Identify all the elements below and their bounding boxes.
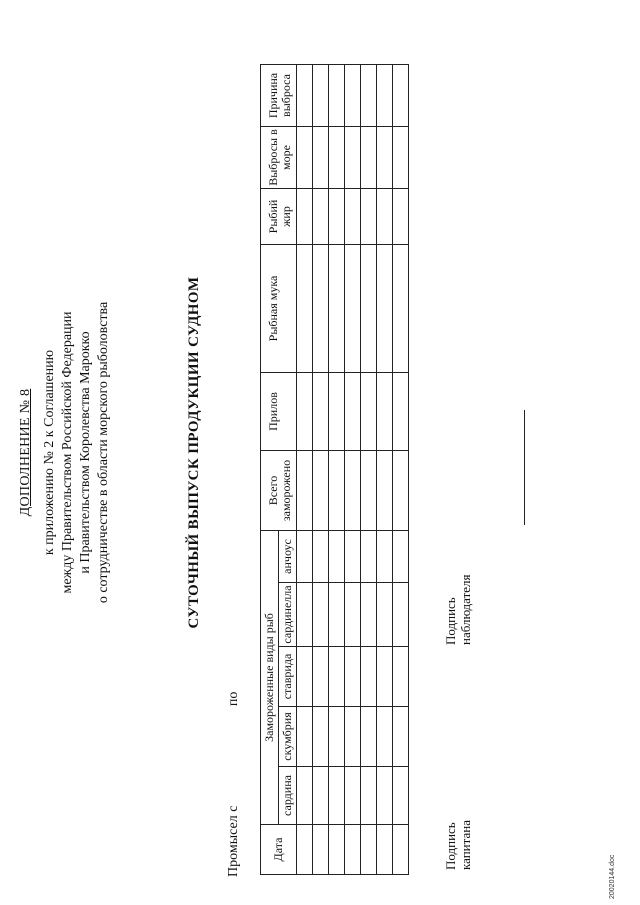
appendix-subtitle-line: между Правительством Российской Федерации: [60, 311, 75, 594]
table-cell[interactable]: [361, 583, 377, 647]
table-cell[interactable]: [393, 65, 409, 127]
file-code: 20020144.doc: [609, 854, 616, 899]
table-cell[interactable]: [393, 127, 409, 189]
table-cell[interactable]: [313, 767, 329, 825]
table-cell[interactable]: [345, 767, 361, 825]
col-discard-reason-header: Причина выброса: [261, 65, 297, 127]
table-cell[interactable]: [329, 65, 345, 127]
table-cell[interactable]: [361, 647, 377, 707]
table-cell[interactable]: [297, 245, 313, 373]
table-cell[interactable]: [297, 767, 313, 825]
table-cell[interactable]: [297, 825, 313, 875]
table-cell[interactable]: [297, 531, 313, 583]
table-cell[interactable]: [329, 373, 345, 451]
table-row: [377, 65, 393, 875]
table-cell[interactable]: [377, 65, 393, 127]
table-cell[interactable]: [393, 189, 409, 245]
frozen-group-header: Замороженные виды рыб: [261, 531, 279, 825]
table-cell[interactable]: [313, 531, 329, 583]
table-cell[interactable]: [377, 825, 393, 875]
table-cell[interactable]: [313, 647, 329, 707]
table-cell[interactable]: [345, 531, 361, 583]
col-prilov-header: Прилов: [261, 373, 297, 451]
table-cell[interactable]: [313, 451, 329, 531]
table-cell[interactable]: [361, 707, 377, 767]
table-cell[interactable]: [345, 373, 361, 451]
col-discard-header: Выбросы в море: [261, 127, 297, 189]
captain-signature-label: [443, 820, 473, 870]
table-cell[interactable]: [313, 189, 329, 245]
table-cell[interactable]: [393, 245, 409, 373]
col-sardina-header: сардина: [279, 767, 297, 825]
table-cell[interactable]: [345, 583, 361, 647]
appendix-title: ДОПОЛНЕНИЕ № 8: [18, 388, 33, 517]
table-cell[interactable]: [377, 767, 393, 825]
table-row: [329, 65, 345, 875]
fishing-period: [226, 692, 242, 877]
table-cell[interactable]: [377, 373, 393, 451]
table-cell[interactable]: [329, 531, 345, 583]
table-cell[interactable]: [297, 647, 313, 707]
table-cell[interactable]: [329, 583, 345, 647]
table-cell[interactable]: [329, 245, 345, 373]
table-cell[interactable]: [313, 65, 329, 127]
table-cell[interactable]: [361, 531, 377, 583]
col-sardinella-header: сардинелла: [279, 583, 297, 647]
table-cell[interactable]: [377, 531, 393, 583]
table-cell[interactable]: [393, 767, 409, 825]
table-cell[interactable]: [377, 189, 393, 245]
table-cell[interactable]: [361, 451, 377, 531]
table-cell[interactable]: [313, 127, 329, 189]
table-cell[interactable]: [361, 767, 377, 825]
table-cell[interactable]: [361, 825, 377, 875]
table-cell[interactable]: [361, 65, 377, 127]
col-anchous-header: анчоус: [279, 531, 297, 583]
table-cell[interactable]: [345, 127, 361, 189]
table-cell[interactable]: [297, 451, 313, 531]
col-fishoil-header: Рыбий жир: [261, 189, 297, 245]
appendix-subtitle-line: о сотрудничестве в области морского рыболовства: [96, 301, 111, 604]
table-cell[interactable]: [329, 647, 345, 707]
table-cell[interactable]: [361, 189, 377, 245]
table-cell[interactable]: [345, 825, 361, 875]
table-body: [297, 65, 409, 875]
col-skumbria-header: скумбрия: [279, 707, 297, 767]
table-cell[interactable]: [377, 127, 393, 189]
table-cell[interactable]: [345, 245, 361, 373]
table-cell[interactable]: [393, 583, 409, 647]
table-cell[interactable]: [361, 245, 377, 373]
col-fishmeal-header: Рыбная мука: [261, 245, 297, 373]
signature-label-line: Подпись: [443, 597, 458, 645]
table-row: [313, 65, 329, 875]
table-cell[interactable]: [393, 373, 409, 451]
production-table: [260, 64, 409, 875]
table-cell[interactable]: [393, 531, 409, 583]
fishing-to-label: по: [226, 691, 241, 707]
table-cell[interactable]: [377, 647, 393, 707]
table-cell[interactable]: [377, 451, 393, 531]
table-row: [297, 65, 313, 875]
observer-signature-label: [443, 574, 473, 645]
table-cell[interactable]: [313, 707, 329, 767]
table-cell[interactable]: [345, 647, 361, 707]
fishing-from-label: Промысел с: [226, 805, 241, 877]
table-cell[interactable]: [345, 451, 361, 531]
table-cell[interactable]: [297, 373, 313, 451]
table-cell[interactable]: [329, 707, 345, 767]
table-cell[interactable]: [297, 65, 313, 127]
table-cell[interactable]: [329, 825, 345, 875]
table-cell[interactable]: [393, 707, 409, 767]
col-total-frozen-header: Всего заморожено: [261, 451, 297, 531]
table-cell[interactable]: [313, 245, 329, 373]
signature-label-line: капитана: [458, 820, 473, 870]
table-cell[interactable]: [361, 373, 377, 451]
table-cell[interactable]: [297, 707, 313, 767]
table-cell[interactable]: [361, 127, 377, 189]
table-cell[interactable]: [345, 707, 361, 767]
table-cell[interactable]: [297, 583, 313, 647]
table-cell[interactable]: [345, 189, 361, 245]
table-cell[interactable]: [393, 451, 409, 531]
table-row: [345, 65, 361, 875]
document-title: СУТОЧНЫЙ ВЫПУСК ПРОДУКЦИИ СУДНОМ: [186, 276, 202, 629]
table-cell[interactable]: [329, 767, 345, 825]
table-cell[interactable]: [313, 825, 329, 875]
table-cell[interactable]: [329, 189, 345, 245]
table-cell[interactable]: [377, 583, 393, 647]
table-cell[interactable]: [313, 583, 329, 647]
col-date-header: Дата: [261, 825, 297, 875]
col-stavrida-header: ставрида: [279, 647, 297, 707]
table-cell[interactable]: [297, 189, 313, 245]
table-cell[interactable]: [329, 451, 345, 531]
table-cell[interactable]: [393, 647, 409, 707]
table-cell[interactable]: [345, 65, 361, 127]
table-cell[interactable]: [377, 245, 393, 373]
table-cell[interactable]: [297, 127, 313, 189]
appendix-subtitle-line: к приложению № 2 к Соглашению: [42, 349, 57, 556]
table-cell[interactable]: [393, 825, 409, 875]
appendix-subtitle-line: и Правительством Королевства Марокко: [78, 331, 93, 574]
table-cell[interactable]: [329, 127, 345, 189]
table-cell[interactable]: [377, 707, 393, 767]
signature-label-line: Подпись: [443, 822, 458, 870]
signature-line: [524, 410, 525, 525]
signature-label-line: наблюдателя: [458, 574, 473, 645]
table-cell[interactable]: [313, 373, 329, 451]
table-row: [361, 65, 377, 875]
table-row: [393, 65, 409, 875]
